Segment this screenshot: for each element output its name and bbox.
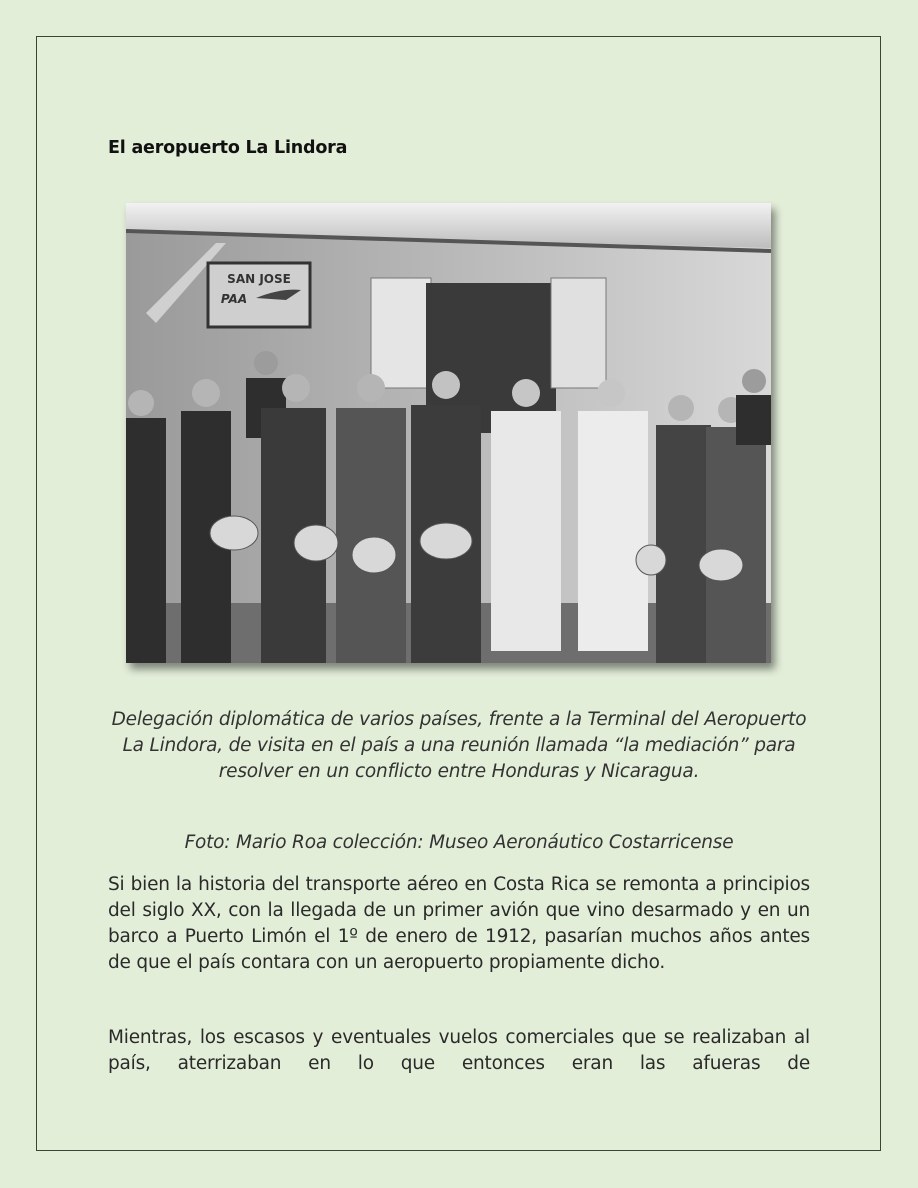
window-right: [551, 278, 606, 388]
person: [578, 379, 648, 651]
photo-illustration: [126, 203, 771, 663]
section-heading: El aeropuerto La Lindora: [108, 138, 348, 158]
person: [656, 395, 711, 663]
body-paragraph: Mientras, los escasos y eventuales vuelos comerciales que se realizaban al país, aterrizaban en lo que entonces eran las afueras de: [108, 1027, 810, 1074]
body-paragraph: Si bien la historia del transporte aéreo en Costa Rica se remonta a principios del siglo XX, con la llegada de un primer avión que vino desarmado y en un barco a Puerto Limón el 1º de enero de 1912, pasarían muchos años antes de que el país contara con un aeropuerto propiamente dicho.: [108, 874, 810, 973]
person: [491, 379, 561, 651]
window-left: [371, 278, 431, 388]
person: [336, 374, 406, 663]
sign-text-paa: PAA: [220, 292, 248, 306]
photo-caption: Delegación diplomática de varios países, frente a la Terminal del Aeropuerto La Lindora, de visita en el país a una reunión llamada “la mediación” para resolver en un conflicto entre Honduras y Nicaragua.: [111, 709, 807, 782]
person: [261, 374, 326, 663]
person: [126, 390, 166, 663]
photo-credit: Foto: Mario Roa colección: Museo Aeronáutico Costarricense: [184, 832, 734, 853]
san-jose-sign: [208, 263, 310, 327]
historical-photo: [126, 203, 771, 663]
person: [411, 371, 481, 663]
sign-text-san-jose: SAN JOSE: [227, 272, 291, 286]
